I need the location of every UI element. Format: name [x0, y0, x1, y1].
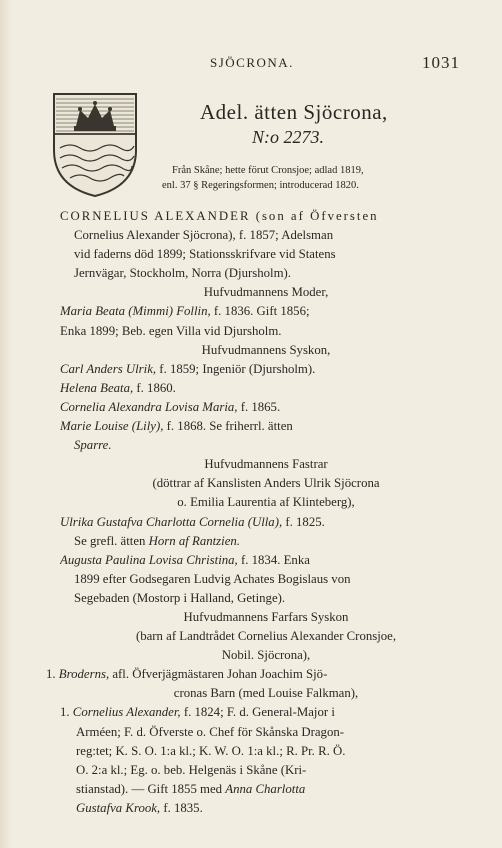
text-line: O. 2:a kl.; Eg. o. beb. Helgenäs i Skåne (Kri- — [76, 762, 307, 777]
text-line: vid faderns död 1899; Stationsskrifvare vid Statens — [74, 247, 336, 262]
text-line: Carl Anders Ulrik, f. 1859; Ingeniör (Djursholm). — [60, 361, 316, 376]
text-line: Enka 1899; Beb. egen Villa vid Djursholm. — [60, 323, 282, 338]
text-line: Marie Louise (Lily), f. 1868. Se friherrl. ätten — [60, 419, 293, 434]
text-line: Sparre. — [74, 438, 112, 453]
section-heading: Hufvudmannens Moder, — [203, 285, 329, 300]
origin-line-1: Från Skåne; hette förut Cronsjoe; adlad 1819, — [172, 165, 364, 176]
page-edge-shadow — [0, 0, 12, 848]
page-number: 1031 — [422, 53, 460, 72]
text-line: stianstad). — Gift 1855 med Anna Charlotta — [76, 781, 306, 796]
text-line: Gustafva Krook, f. 1835. — [76, 800, 203, 815]
text-line: Arméen; F. d. Öfverste o. Chef för Skånska Dragon- — [76, 724, 344, 739]
text-line: Augusta Paulina Lovisa Christina, f. 1834. Enka — [60, 552, 310, 567]
text-line: 1. Broderns, afl. Öfverjägmästaren Johan Joachim Sjö- — [46, 667, 328, 682]
section-heading: Hufvudmannens Fastrar — [204, 457, 328, 472]
origin-line-2: enl. 37 § Regeringsformen; introducerad 1820. — [162, 180, 359, 191]
running-head — [0, 55, 502, 75]
running-head-title: SJÖCRONA. — [210, 55, 294, 70]
text-line: (barn af Landtrådet Cornelius Alexander Cronsjoe, — [135, 629, 397, 644]
text-line: cronas Barn (med Louise Falkman), — [173, 686, 359, 701]
family-title: Adel. ätten Sjöcrona, — [200, 100, 388, 124]
section-heading: Hufvudmannens Syskon, — [201, 342, 331, 357]
text-line: 1. Cornelius Alexander, f. 1824; F. d. General-Major i — [60, 705, 335, 720]
text-line: Ulrika Gustafva Charlotta Cornelia (Ulla), f. 1825. — [60, 514, 325, 529]
family-number: N:o 2273. — [252, 127, 324, 147]
text-line: reg:tet; K. S. O. 1:a kl.; K. W. O. 1:a kl.; R. Pr. R. Ö. — [76, 743, 346, 758]
coat-of-arms-icon — [50, 90, 140, 200]
text-line: Cornelius Alexander Sjöcrona), f. 1857; Adelsman — [74, 228, 334, 243]
text-line: 1899 efter Godsegaren Ludvig Achates Bogislaus von — [74, 571, 351, 586]
text-line: Cornelia Alexandra Lovisa Maria, f. 1865. — [60, 399, 281, 414]
text-line: Nobil. Sjöcrona), — [221, 648, 311, 663]
text-line: CORNELIUS ALEXANDER (son af Öfversten — [60, 209, 379, 223]
text-line: Se grefl. ätten Horn af Rantzien. — [74, 533, 240, 548]
entry-text — [46, 207, 472, 818]
text-line: Maria Beata (Mimmi) Follin, f. 1836. Gift 1856; — [60, 304, 310, 319]
text-line: o. Emilia Laurentia af Klinteberg), — [177, 495, 355, 510]
text-line: Jernvägar, Stockholm, Norra (Djursholm). — [74, 266, 291, 281]
text-line: Helena Beata, f. 1860. — [60, 380, 176, 395]
text-line: (döttrar af Kanslisten Anders Ulrik Sjöcrona — [152, 476, 380, 491]
section-heading: Hufvudmannens Farfars Syskon — [183, 609, 349, 624]
text-line: Segebaden (Mostorp i Halland, Getinge). — [74, 590, 286, 605]
